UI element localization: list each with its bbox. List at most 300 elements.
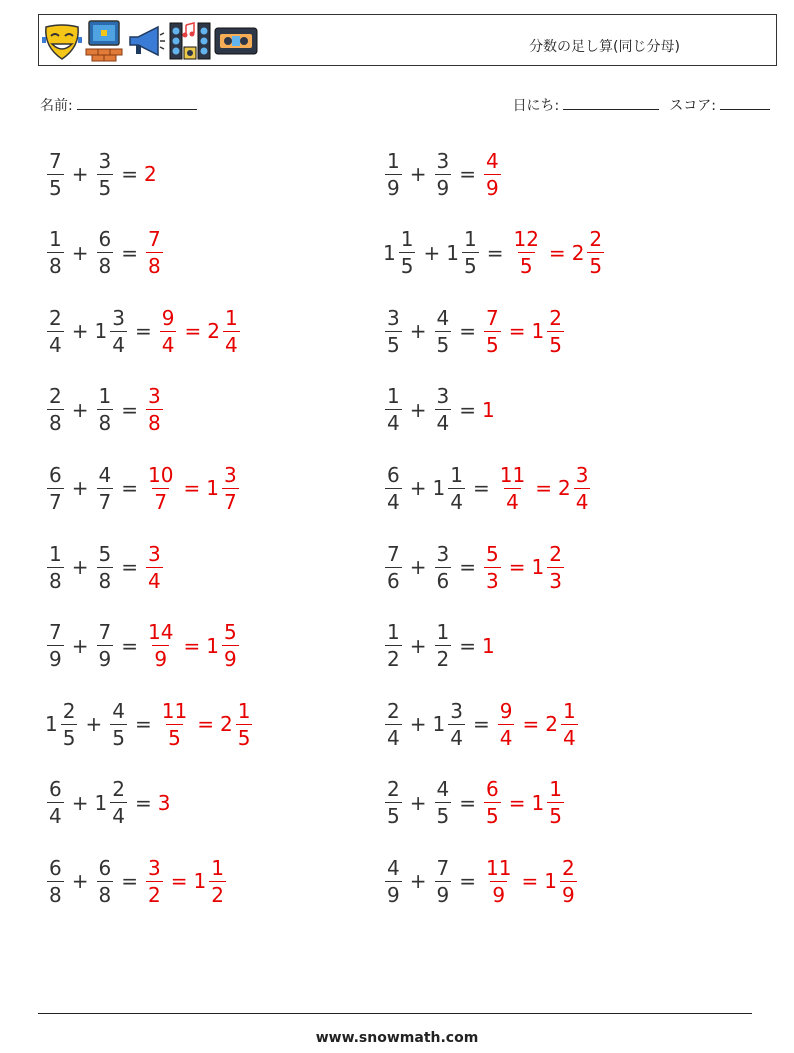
- numerator: 1: [387, 620, 400, 645]
- denominator: 8: [98, 568, 112, 593]
- numerator: 3: [98, 148, 112, 173]
- fraction: [547, 777, 564, 829]
- mixed-number: [544, 855, 578, 907]
- numerator: 2: [112, 777, 125, 802]
- fraction: [484, 855, 513, 907]
- fraction: [47, 148, 64, 200]
- answer: [144, 620, 241, 672]
- answer: [144, 162, 158, 186]
- mixed-number: [158, 305, 179, 357]
- problem-4: [383, 221, 606, 285]
- fraction: [547, 541, 564, 593]
- denominator: 5: [237, 725, 251, 750]
- problem-11: [45, 535, 165, 599]
- numerator: 3: [148, 855, 161, 880]
- fraction: [222, 620, 239, 672]
- date-blank[interactable]: [563, 95, 659, 110]
- numerator: 2: [549, 541, 562, 566]
- mixed-number: [433, 855, 454, 907]
- answer: [496, 698, 580, 750]
- whole-part: 1: [383, 240, 396, 265]
- fraction: [399, 227, 416, 279]
- denominator: 4: [450, 489, 463, 514]
- fraction: [435, 384, 452, 436]
- mixed-number: [45, 227, 66, 279]
- equals-sign: =: [459, 633, 476, 658]
- fraction: [97, 227, 114, 279]
- denominator: 4: [224, 332, 238, 357]
- whole-part: 1: [206, 633, 219, 658]
- denominator: 6: [436, 568, 450, 593]
- whole-part: 1: [94, 790, 108, 815]
- whole-part: 1: [531, 790, 545, 815]
- numerator: 3: [387, 305, 400, 330]
- whole-part: 1: [531, 319, 545, 344]
- fraction: [498, 698, 515, 750]
- mixed-number: [144, 162, 158, 186]
- fraction: [209, 855, 226, 907]
- fraction: [435, 855, 452, 907]
- denominator: 7: [98, 489, 112, 514]
- date-score-fields: [513, 95, 770, 115]
- numerator: 1: [211, 855, 224, 880]
- problem-16: [383, 692, 580, 756]
- fraction: [97, 541, 114, 593]
- equals-sign: =: [134, 790, 152, 815]
- denominator: 9: [492, 882, 506, 907]
- plus-sign: +: [85, 712, 103, 737]
- denominator: 2: [148, 882, 161, 907]
- mixed-number: [45, 855, 66, 907]
- fraction: [435, 148, 452, 200]
- denominator: 5: [463, 254, 477, 279]
- denominator: 5: [387, 804, 400, 829]
- mixed-number: [383, 855, 404, 907]
- plus-sign: +: [71, 633, 89, 658]
- numerator: 1: [49, 227, 62, 252]
- equals-sign: =: [183, 476, 201, 501]
- answer: [158, 791, 172, 815]
- equals-sign: =: [134, 712, 152, 737]
- equals-sign: =: [486, 240, 504, 265]
- numerator: 1: [463, 227, 477, 252]
- mixed-number: [45, 462, 66, 514]
- answer: [482, 148, 503, 200]
- numerator: 7: [436, 855, 450, 880]
- numerator: 2: [561, 855, 575, 880]
- plus-sign: +: [71, 790, 89, 815]
- equals-sign: =: [459, 869, 476, 894]
- whole-part: 1: [531, 555, 545, 579]
- denominator: 5: [168, 725, 181, 750]
- mixed-number: [94, 305, 129, 357]
- mixed-number: [95, 855, 116, 907]
- answer: [496, 462, 593, 514]
- equals-sign: =: [121, 240, 138, 265]
- numerator: 2: [589, 227, 603, 252]
- name-field: [40, 95, 197, 115]
- equals-sign: =: [548, 240, 566, 265]
- problem-19: [45, 849, 228, 913]
- numerator: 7: [49, 148, 62, 173]
- denominator: 8: [148, 254, 161, 279]
- denominator: 4: [562, 725, 576, 750]
- numerator: 11: [161, 698, 188, 723]
- mixed-number: [95, 384, 116, 436]
- problem-13: [45, 614, 241, 678]
- fraction: [47, 777, 64, 829]
- denominator: 3: [549, 568, 562, 593]
- fraction: [385, 148, 402, 200]
- answer: [509, 227, 606, 279]
- problem-2: [383, 142, 503, 206]
- mixed-number: [144, 227, 165, 279]
- denominator: 9: [154, 647, 168, 672]
- numerator: 5: [98, 541, 112, 566]
- problem-18: [383, 771, 566, 835]
- numerator: 2: [49, 384, 62, 409]
- numerator: 2: [387, 777, 400, 802]
- denominator: 5: [549, 804, 562, 829]
- denominator: 5: [400, 254, 414, 279]
- whole-part: 1: [94, 319, 108, 344]
- denominator: 5: [62, 725, 76, 750]
- mixed-number: [482, 855, 515, 907]
- bricks-icon: [86, 49, 122, 61]
- denominator: 9: [436, 175, 450, 200]
- mixed-number: [545, 698, 579, 750]
- mixed-number: [45, 541, 66, 593]
- name-blank[interactable]: [77, 95, 197, 110]
- equals-sign: =: [459, 319, 476, 344]
- header-icons: [42, 20, 258, 62]
- answer: [158, 698, 255, 750]
- denominator: 9: [387, 175, 400, 200]
- fraction: [97, 855, 114, 907]
- numerator: 5: [223, 620, 237, 645]
- answer: [144, 227, 165, 279]
- denominator: 4: [450, 725, 463, 750]
- mixed-number: [383, 148, 404, 200]
- whole-part: 1: [432, 712, 446, 737]
- plus-sign: +: [409, 397, 427, 422]
- mixed-number: [383, 227, 417, 279]
- videotape-icon: [214, 26, 258, 56]
- fraction: [97, 384, 114, 436]
- numerator: 6: [49, 462, 62, 487]
- whole-part: 1: [482, 397, 495, 422]
- denominator: 5: [98, 175, 112, 200]
- problem-15: [45, 692, 254, 756]
- mixed-number: [95, 462, 116, 514]
- mixed-number: [446, 227, 480, 279]
- equals-sign: =: [521, 869, 539, 894]
- denominator: 5: [589, 254, 603, 279]
- mixed-number: [144, 541, 165, 593]
- denominator: 2: [436, 647, 450, 672]
- mixed-number: [571, 227, 606, 279]
- whole-part: 2: [571, 240, 585, 265]
- whole-part: 1: [446, 240, 459, 265]
- mixed-number: [193, 855, 228, 907]
- fraction: [47, 620, 64, 672]
- denominator: 8: [49, 568, 62, 593]
- answer: [482, 777, 566, 829]
- numerator: 2: [62, 698, 76, 723]
- denominator: 4: [112, 332, 125, 357]
- whole-part: 1: [482, 633, 495, 658]
- denominator: 4: [387, 411, 400, 436]
- mixed-number: [432, 462, 467, 514]
- numerator: 6: [49, 855, 62, 880]
- numerator: 9: [161, 305, 175, 330]
- problem-5: [45, 299, 242, 363]
- problem-9: [45, 456, 241, 520]
- whole-part: 2: [207, 319, 220, 344]
- problem-20: [383, 849, 579, 913]
- denominator: 9: [223, 647, 237, 672]
- problem-17: [45, 771, 171, 835]
- mixed-number: [95, 227, 116, 279]
- denominator: 9: [436, 882, 450, 907]
- answer: [482, 398, 496, 422]
- numerator: 1: [400, 227, 414, 252]
- equals-sign: =: [170, 869, 188, 894]
- fraction: [146, 620, 175, 672]
- numerator: 6: [486, 777, 499, 802]
- plus-sign: +: [71, 319, 89, 344]
- mixed-number: [482, 305, 503, 357]
- denominator: 5: [436, 332, 450, 357]
- plus-sign: +: [409, 633, 427, 658]
- whole-part: 3: [157, 790, 171, 815]
- plus-sign: +: [409, 476, 427, 501]
- mixed-number: [144, 620, 177, 672]
- problem-3: [45, 221, 165, 285]
- mixed-number: [45, 148, 66, 200]
- plus-sign: +: [71, 555, 89, 579]
- mixed-number: [45, 620, 66, 672]
- mixed-number: [433, 620, 454, 672]
- numerator: 11: [499, 462, 526, 487]
- numerator: 6: [49, 777, 62, 802]
- fraction: [484, 305, 501, 357]
- fraction: [146, 541, 163, 593]
- fraction: [47, 305, 64, 357]
- mixed-number: [158, 791, 172, 815]
- numerator: 1: [450, 462, 463, 487]
- numerator: 3: [436, 541, 450, 566]
- numerator: 7: [98, 620, 112, 645]
- plus-sign: +: [409, 162, 427, 186]
- plus-sign: +: [409, 869, 427, 894]
- fraction: [561, 698, 578, 750]
- denominator: 2: [211, 882, 224, 907]
- worksheet-title: 分数の足し算(同じ分母): [529, 39, 680, 55]
- mixed-number: [219, 698, 254, 750]
- problem-1: [45, 142, 158, 206]
- equals-sign: =: [508, 555, 526, 579]
- denominator: 5: [112, 725, 125, 750]
- fraction: [47, 384, 64, 436]
- denominator: 7: [154, 489, 168, 514]
- numerator: 1: [49, 541, 62, 566]
- fraction: [385, 462, 402, 514]
- mixed-number: [482, 398, 496, 422]
- equals-sign: =: [522, 712, 540, 737]
- mixed-number: [45, 698, 79, 750]
- fraction: [448, 462, 465, 514]
- numerator: 3: [575, 462, 589, 487]
- fraction: [484, 777, 501, 829]
- denominator: 5: [436, 804, 450, 829]
- mixed-number: [95, 148, 116, 200]
- fraction: [47, 541, 64, 593]
- numerator: 7: [387, 541, 400, 566]
- mixed-number: [433, 777, 454, 829]
- fraction: [385, 305, 402, 357]
- numerator: 1: [549, 777, 562, 802]
- denominator: 7: [49, 489, 62, 514]
- whole-part: 2: [219, 712, 233, 737]
- mixed-number: [433, 384, 454, 436]
- theater-mask-icon: [42, 21, 82, 61]
- denominator: 9: [49, 647, 62, 672]
- fraction: [61, 698, 78, 750]
- answer: [144, 855, 228, 907]
- equals-sign: =: [121, 555, 138, 579]
- fraction: [110, 777, 127, 829]
- fraction: [385, 698, 402, 750]
- plus-sign: +: [71, 397, 89, 422]
- numerator: 2: [549, 305, 562, 330]
- numerator: 1: [98, 384, 112, 409]
- mixed-number: [496, 462, 529, 514]
- mixed-number: [144, 855, 165, 907]
- plus-sign: +: [71, 162, 89, 186]
- numerator: 3: [148, 541, 161, 566]
- answer: [482, 541, 566, 593]
- mixed-number: [207, 305, 241, 357]
- denominator: 3: [486, 568, 499, 593]
- answer: [144, 541, 165, 593]
- equals-sign: =: [121, 162, 138, 186]
- numerator: 4: [436, 777, 450, 802]
- plus-sign: +: [71, 869, 89, 894]
- answer: [144, 462, 241, 514]
- numerator: 3: [450, 698, 463, 723]
- mixed-number: [383, 541, 404, 593]
- denominator: 5: [549, 332, 562, 357]
- equals-sign: =: [459, 790, 476, 815]
- fraction: [560, 855, 577, 907]
- mixed-number: [531, 777, 566, 829]
- denominator: 8: [49, 882, 62, 907]
- fraction: [547, 305, 564, 357]
- fraction: [462, 227, 479, 279]
- plus-sign: +: [409, 555, 427, 579]
- fraction: [448, 698, 465, 750]
- denominator: 4: [49, 804, 62, 829]
- fraction: [385, 541, 402, 593]
- whole-part: 1: [193, 869, 207, 894]
- numerator: 6: [98, 227, 112, 252]
- denominator: 5: [387, 332, 400, 357]
- denominator: 4: [112, 804, 125, 829]
- problem-10: [383, 456, 592, 520]
- mixed-number: [108, 698, 129, 750]
- fraction: [236, 698, 253, 750]
- numerator: 9: [499, 698, 513, 723]
- numerator: 1: [237, 698, 251, 723]
- mixed-number: [94, 777, 129, 829]
- fraction: [574, 462, 591, 514]
- mixed-number: [383, 698, 404, 750]
- numerator: 3: [436, 384, 450, 409]
- numerator: 4: [98, 462, 112, 487]
- denominator: 4: [575, 489, 589, 514]
- date-label: 日にち:: [512, 98, 560, 114]
- numerator: 3: [223, 462, 237, 487]
- mixed-number: [432, 698, 467, 750]
- mixed-number: [45, 305, 66, 357]
- mixed-number: [482, 634, 496, 658]
- denominator: 9: [486, 175, 499, 200]
- mixed-number: [144, 384, 165, 436]
- denominator: 8: [49, 254, 62, 279]
- mixed-number: [482, 777, 503, 829]
- mixed-number: [95, 620, 116, 672]
- denominator: 4: [148, 568, 161, 593]
- whole-part: 1: [432, 476, 446, 501]
- equals-sign: =: [508, 790, 526, 815]
- numerator: 1: [436, 620, 450, 645]
- denominator: 4: [387, 725, 400, 750]
- whole-part: 1: [544, 869, 557, 894]
- numerator: 3: [112, 305, 125, 330]
- denominator: 4: [436, 411, 450, 436]
- numerator: 6: [98, 855, 112, 880]
- footer-divider: [38, 1013, 752, 1014]
- numerator: 3: [436, 148, 450, 173]
- numerator: 4: [387, 855, 400, 880]
- denominator: 4: [506, 489, 519, 514]
- mixed-number: [482, 541, 503, 593]
- numerator: 7: [486, 305, 499, 330]
- fraction: [385, 620, 402, 672]
- fraction: [146, 384, 163, 436]
- equals-sign: =: [508, 319, 526, 344]
- plus-sign: +: [71, 476, 89, 501]
- denominator: 7: [223, 489, 237, 514]
- score-blank[interactable]: [720, 95, 770, 110]
- mixed-number: [531, 541, 566, 593]
- mixed-number: [433, 305, 454, 357]
- mixed-number: [383, 305, 404, 357]
- numerator: 4: [436, 305, 450, 330]
- numerator: 11: [486, 855, 512, 880]
- whole-part: 1: [45, 712, 58, 737]
- whole-part: 1: [206, 476, 219, 501]
- numerator: 7: [49, 620, 62, 645]
- mixed-number: [383, 620, 404, 672]
- denominator: 8: [49, 411, 62, 436]
- numerator: 4: [486, 148, 499, 173]
- equals-sign: =: [459, 162, 476, 186]
- mixed-number: [383, 777, 404, 829]
- whole-part: 2: [144, 162, 157, 186]
- fraction: [511, 227, 540, 279]
